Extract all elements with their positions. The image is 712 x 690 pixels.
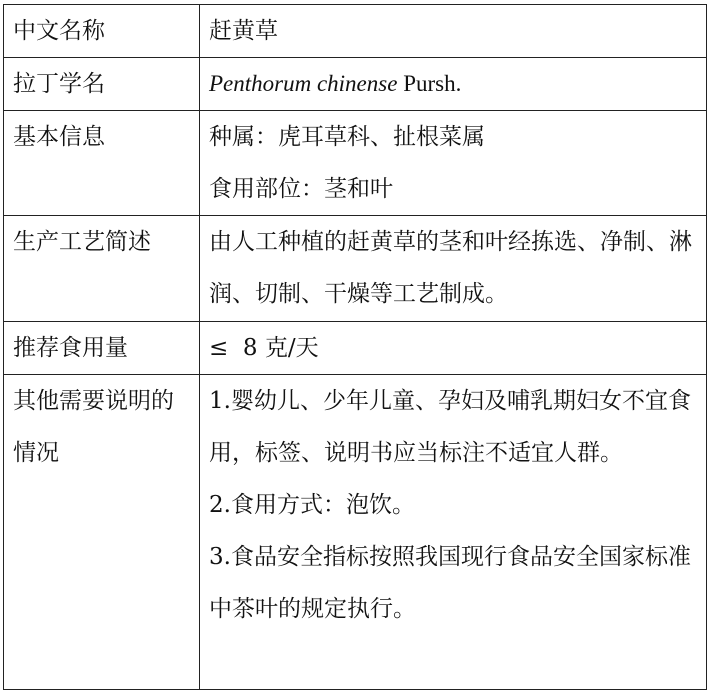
value-cell: ≤ 8 克/天 [200, 322, 707, 375]
value-cell: 赶黄草 [200, 5, 707, 58]
latin-genus-species: Penthorum chinense [209, 71, 398, 96]
table-row-latin-name [4, 58, 707, 111]
table-row-notes [4, 375, 707, 690]
table-row-basic-info [4, 111, 707, 216]
value-cell [200, 111, 707, 216]
value-cell [200, 375, 707, 690]
table-row-process [4, 216, 707, 322]
label-cell: 拉丁学名 [4, 58, 200, 111]
label-cell: 其他需要说明的情况 [4, 375, 200, 690]
table-row-dosage [4, 322, 707, 375]
label-cell: 中文名称 [4, 5, 200, 58]
note-item: 3.食品安全指标按照我国现行食品安全国家标准中茶叶的规定执行。 [209, 544, 691, 622]
info-table [3, 4, 707, 690]
note-item: 2.食用方式：泡饮。 [209, 492, 415, 518]
basic-info-genus: 种属：虎耳草科、扯根菜属 [209, 124, 485, 150]
value-cell [200, 58, 707, 111]
label-cell: 推荐食用量 [4, 322, 200, 375]
label-cell: 基本信息 [4, 111, 200, 216]
latin-author: Pursh. [397, 71, 462, 96]
basic-info-edible-part: 食用部位：茎和叶 [209, 176, 393, 202]
value-cell: 由人工种植的赶黄草的茎和叶经拣选、净制、淋润、切制、干燥等工艺制成。 [200, 216, 707, 322]
table-row-chinese-name [4, 5, 707, 58]
label-cell: 生产工艺简述 [4, 216, 200, 322]
note-item: 1.婴幼儿、少年儿童、孕妇及哺乳期妇女不宜食用，标签、说明书应当标注不适宜人群。 [209, 388, 691, 466]
